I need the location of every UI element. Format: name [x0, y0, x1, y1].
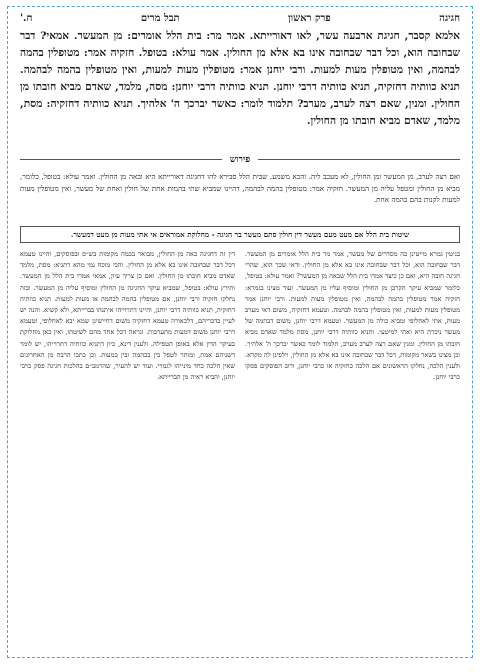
pirush-label: פירוש: [229, 155, 251, 165]
page: [7, 6, 473, 658]
divider-line: [20, 159, 222, 160]
commentary-left-column: דין זה דחגיגה באה מן החולין, מבואר בכמה מקומות בש״ס ובפוסקים, והיינו טעמא דכל דבר שבחובה אינו בא אלא מן החולין. והכי מוכח נמי מהא דתניא: מסת, מלמד שאדם מביא חובתו מן החולין. ואם כן צריך עיון, אמאי אמרו בית הלל מן המעשר. ותירץ עולא: בטופל, שמביא עיקר החגיגה מן החולין ומוסיף עליה מן המעשר. ובזה נחלקו חזקיה ורבי יוחנן, אם מטופלין בהמה לבהמה או מעות למעות. תניא כוותיה דחזקיה, תניא כוותיה דרבי יוחנן, והיינו דתרוייהו איתנהו בברייתא, ולא קשיא. והנה יש לעיין בדבריהם, דלכאורה טעמא דחזקיה משום דחיישינן שמא יבא לאחלופי, וטעמא דרבי יוחנן משום דמעות מתערבות. ונראה דכל אחד מהם לשיטתו, ואין כאן מחלוקת בעיקר הדין אלא באופן הטפילה. ולענין דינא, כיון דתניא כוותיה דתרוייהו, יש לומר דשניהם אמת, ומותר לטפל בין בבהמה ובין במעות. וכן כתבו הרבה מן האחרונים שאין הלכה כחד מינייהו לגמרי. ועוד יש להעיר, שהרמב״ם בהלכות חגיגה פסק כרבי יוחנן, והביא ראיה מן הברייתא.: [20, 250, 235, 382]
tractate-title: חגיגה: [439, 13, 460, 24]
pirush-text: ואם רצה לערב, מן המעשר ומן החולין, לא מעכב ליה. והכא משמע, שבית הלל סבירא להו דחגיגה דאורייתא היא ובאה מן החולין. ואמר עולא: בטופל, כלומר, מביא מן החולין ומטפל עליה מן המעשר. חזקיה אמר: מטופלין בהמה לבהמה, דהיינו שמביא שתי בהמות אחת של חולין ואחת של מעשר, ואין מטופלין מעות למעות לקנות בהם בהמה אחת.: [20, 172, 460, 204]
volume-title: תבל מרים: [140, 13, 180, 24]
commentary-right-column: בגיטין גמרא מייטינן בה מסדרים של מעשר, אמר מר בית הלל אומרים מן המעשר. דבר שבחובה הוא, וכל דבר שבחובה אינו בא אלא מן החולין. ודאי שכך הוא, שהרי חגיגה חובה היא, ואם כן כיצד אמרו בית הלל שבאה מן המעשר? ואמר עולא: בטופל, כלומר שמביא עיקר הקרבן מן החולין ומוסיף עליו מן המעשר. ועוד מצינו בגמרא: חזקיה אמר מטופלין בהמה לבהמה, ואין מטופלין מעות למעות. ורבי יוחנן אמר מטופלין מעות למעות, ואין מטופלין בהמה לבהמה. וטעמא דחזקיה, משום דאי מערב מעות, אתי לאחלופי ומביא כולה מן המעשר. וטעמא דרבי יוחנן, משום דבהמה של מעשר ניכרת היא ואתי למיטעי. ותניא כוותיה דרבי יוחנן, מסת מלמד שאדם מביא חובתו מן החולין. ומנין שאם רצה לערב מערב, תלמוד לומר כאשר יברכך ה' אלהיך. וכן מצינו בשאר מקומות, דכל דבר שבחובה אינו בא אלא מן החולין, וילפינן לה מקרא. ולענין הלכה, נחלקו הראשונים אם הלכה כחזקיה או כרבי יוחנן, ורוב הפוסקים פסקו כרבי יוחנן.: [245, 250, 460, 382]
page-header: [20, 13, 460, 24]
divider-line: [258, 159, 460, 160]
page-marker: ח.': [20, 13, 33, 24]
summary-box: שיטות בית הלל אם מעט מעם מעשר דין חולין סתם מעשר בר חגיגה - מחלוקת אמוראים אי אתי מעות מן מעט דמעשר.: [20, 226, 460, 243]
pirush-divider: [20, 154, 460, 165]
chapter-title: פרק ראשון: [288, 13, 331, 24]
commentary-columns: [20, 249, 460, 649]
main-text: אלמא קסבר, חגיגת ארבעה עשר, לאו דאורייתא. אמר מר: בית הלל אומרים: מן המעשר. אמאי? דבר שבחובה הוא, וכל דבר שבחובה אינו בא אלא מן החולין. אמר עולא: בטופל. חזקיה אמר: מטופלין בהמה לבהמה, ואין מטופלין מעות למעות. ורבי יוחנן אמר: מטופלין מעות למעות, ואין מטופלין בהמה לבהמה. תניא כוותיה דחזקיה, תניא כוותיה דרבי יוחנן. תניא כוותיה דרבי יוחנן: מסה, מלמד, שאדם מביא חובתו מן החולין. ומנין, שאם רצה לערב, מערב? תלמוד לומר: כאשר יברכך ה' אלהיך. תניא כוותיה דחזקיה: מסת, מלמד, שאדם מביא חובתו מן החולין.: [20, 30, 460, 127]
